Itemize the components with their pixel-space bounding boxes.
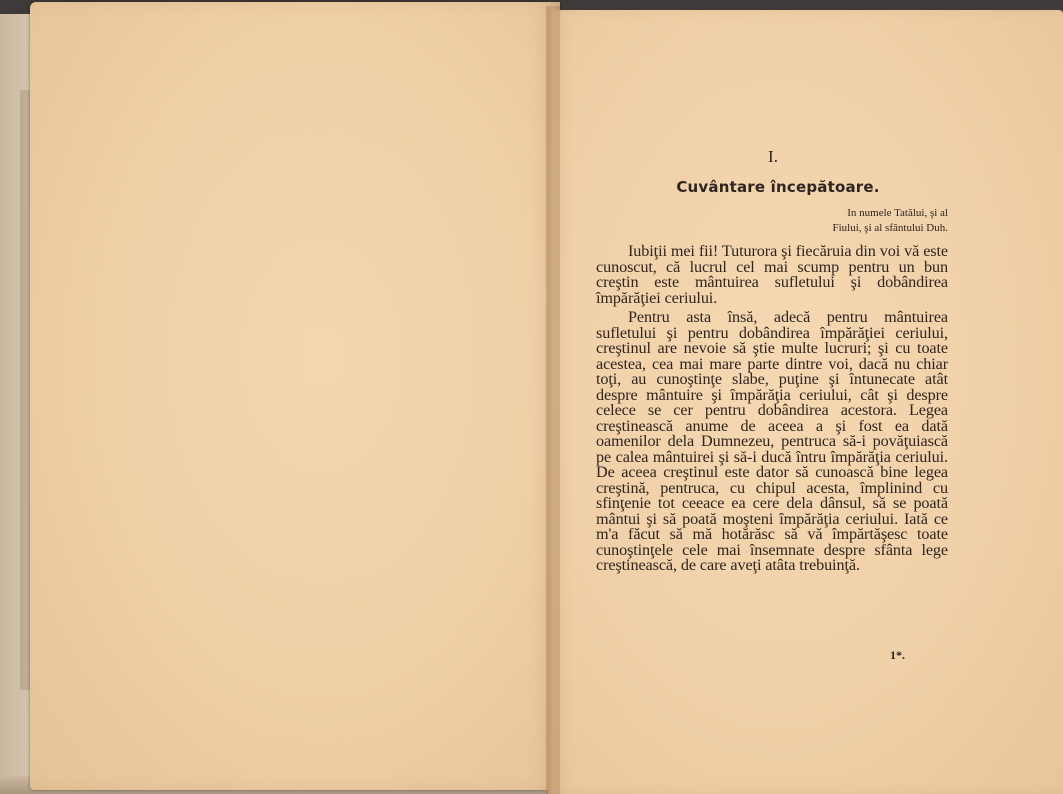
epigraph-line-2: Fiului, şi al sfântului Duh. [832, 222, 948, 234]
paragraph-2: Pentru asta însă, adecă pentru mântuirea sufletului şi pentru dobândirea împărăţiei ceriului, creştinul are nevoie să ştie multe lucruri; şi cu toate acestea, cea mai mare parte dintre voi, dacă nu chiar toţi, au cunoştinţe slabe, puţine şi întunecate atât despre mântuire şi împărăţia ceriului, cât şi despre celece se cer pentru dobândirea acestora. Legea creştinească anume de aceea a şi fost ea dată oamenilor dela Dumnezeu, pentruca să-i povăţuiască pe calea mântuirei şi să-i ducă întru împărăţia ceriului. De aceea creştinul este dator să cunoască bine legea creştină, pentruca, cu chipul acesta, împlinind cu sfinţenie tot ceeace ea cere dela dânsul, să se poată mântui şi să poată moşteni împărăţia ceriului. Iată ce m'a făcut să mă hotărăsc să vă împărtăşesc toate cunoştinţele cele mai însemnate despre sfânta lege creştinească, de care aveţi atâta trebuinţă. [596, 308, 948, 574]
epigraph [596, 206, 948, 236]
right-page-text [596, 146, 948, 578]
chapter-title: Cuvântare începătoare. [676, 178, 880, 196]
chapter-number: I. [768, 147, 778, 166]
left-page-blank [30, 2, 560, 790]
epigraph-line-1: In numele Tatălui, şi al [847, 207, 948, 219]
paragraph-1: Iubiţii mei fii! Tuturora şi fiecăruia din voi vă este cunoscut, că lucrul cel mai scump pentru un bun creştin este mântuirea sufletului şi dobândirea împărăţiei ceriului. [596, 242, 948, 307]
signature-mark: 1*. [890, 648, 905, 662]
book-gutter [546, 6, 560, 794]
